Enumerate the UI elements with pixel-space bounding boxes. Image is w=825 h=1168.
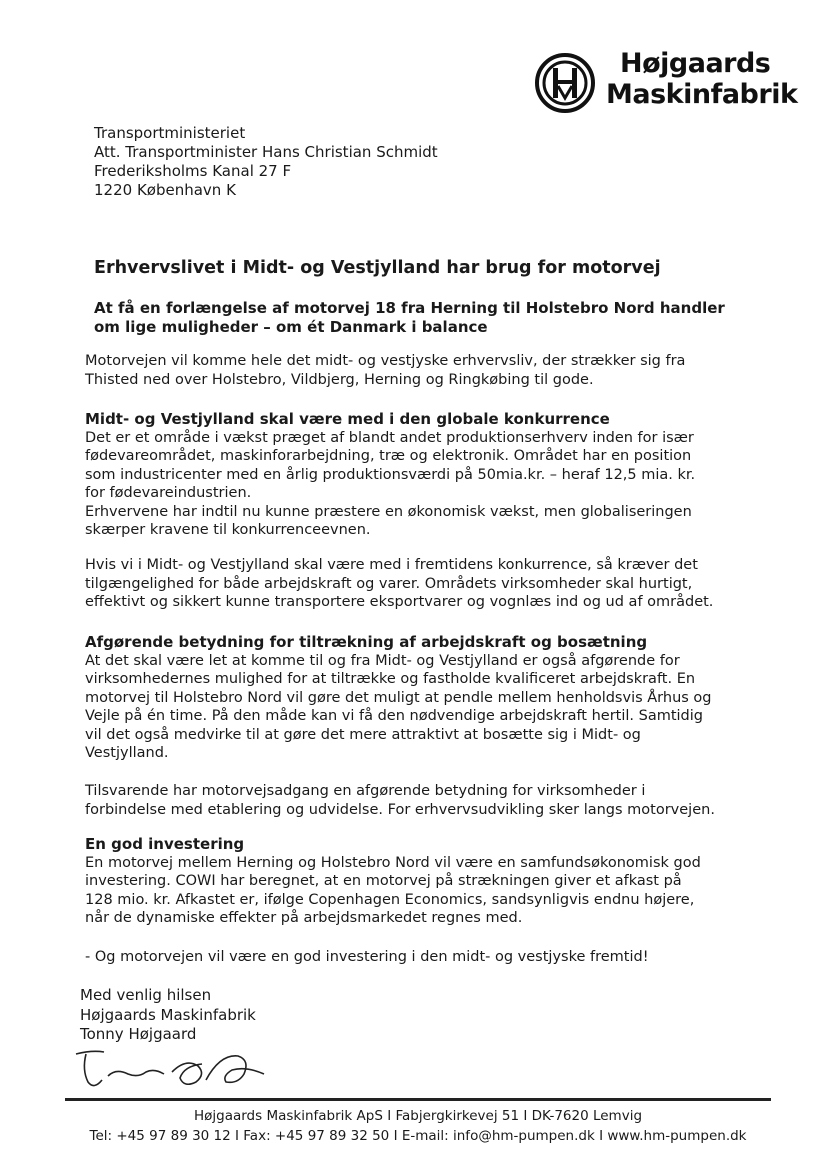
text-line: virksomhedernes mulighed for at tiltrække og fastholde kvalificeret arbejdskraft. En <box>85 671 696 687</box>
footer-divider <box>65 1098 771 1101</box>
section-heading: En god investering <box>85 835 245 853</box>
address-line: Transportministeriet <box>94 124 246 142</box>
company-name-line2: Maskinfabrik <box>606 79 798 110</box>
company-name <box>606 48 797 110</box>
text-line: motorvej til Holstebro Nord vil gøre det muligt at pendle mellem henholdsvis Århus og <box>85 689 712 706</box>
text-line: Tilsvarende har motorvejsadgang en afgørende betydning for virksomheder i <box>85 783 646 799</box>
company-logo <box>534 48 798 118</box>
text-line: Thisted ned over Holstebro, Vildbjerg, Herning og Ringkøbing til gode. <box>85 371 594 388</box>
section-global-competition <box>85 410 695 540</box>
text-line: 128 mio. kr. Afkastet er, ifølge Copenhagen Economics, sandsynligvis endnu højere, <box>85 891 695 908</box>
letter-subtitle <box>94 299 754 337</box>
text-line: når de dynamiske effekter på arbejdsmarkedet regnes med. <box>85 910 523 926</box>
text-line: At det skal være let at komme til og fra Midt- og Vestjylland er også afgørende for <box>85 652 680 669</box>
text-line: Vejle på én time. På den måde kan vi få den nødvendige arbejdskraft hertil. Samtidig <box>85 708 703 724</box>
text-line: Motorvejen vil komme hele det midt- og vestjyske erhvervsliv, der strækker sig fra <box>85 353 686 369</box>
text-line: investering. COWI har beregnet, at en motorvej på strækningen giver et afkast på <box>85 873 682 889</box>
subtitle-line: om lige muligheder – om ét Danmark i balance <box>94 318 488 336</box>
closing-line: Med venlig hilsen <box>80 986 212 1004</box>
text-line: Det er et område i vækst præget af blandt andet produktionserhverv inden for især <box>85 429 694 446</box>
footer-contact: Tel: +45 97 89 30 12 I Fax: +45 97 89 32 50 I E-mail: info@hm-pumpen.dk I www.hm-pumpen.dk <box>89 1128 747 1144</box>
closing-line: Højgaards Maskinfabrik <box>80 1005 256 1024</box>
text-line: Erhvervene har indtil nu kunne præstere en økonomisk vækst, men globaliseringen <box>85 503 692 520</box>
address-line: Frederiksholms Kanal 27 F <box>94 162 292 180</box>
section-labour-attraction <box>85 633 712 763</box>
footer <box>65 1106 771 1146</box>
text-line: Hvis vi i Midt- og Vestjylland skal være med i fremtidens konkurrence, så kræver det <box>85 557 698 573</box>
section-heading: Midt- og Vestjylland skal være med i den globale konkurrence <box>85 410 610 428</box>
company-name-line1: Højgaards <box>620 48 771 79</box>
text-line: Vestjylland. <box>85 745 169 761</box>
text-line: forbindelse med etablering og udvidelse. For erhvervsudvikling sker langs motorvejen. <box>85 801 715 818</box>
handwritten-signature <box>72 1040 272 1100</box>
text-line: En motorvej mellem Herning og Holstebro Nord vil være en samfundsøkonomisk god <box>85 854 701 871</box>
closing-block <box>80 986 256 1045</box>
text-line: for fødevareindustrien. <box>85 485 252 501</box>
text-line: vil det også medvirke til at gøre det mere attraktivt at bosætte sig i Midt- og <box>85 726 641 743</box>
section-labour-attraction-paragraph <box>85 782 715 819</box>
address-line: Att. Transportminister Hans Christian Schmidt <box>94 143 438 161</box>
closing-line: Tonny Højgaard <box>80 1025 197 1043</box>
subtitle-line: At få en forlængelse af motorvej 18 fra Herning til Holstebro Nord handler <box>94 299 725 317</box>
closing-statement <box>85 948 649 967</box>
text-line: skærper kravene til konkurrenceevnen. <box>85 522 371 538</box>
letter-title: Erhvervslivet i Midt- og Vestjylland har brug for motorvej <box>94 258 661 278</box>
hm-logo-icon <box>534 52 596 114</box>
recipient-address <box>94 124 438 200</box>
text-line: effektivt og sikkert kunne transportere eksportvarer og vognlæs ind og ud af området. <box>85 594 714 610</box>
section-good-investment <box>85 835 701 928</box>
section-heading: Afgørende betydning for tiltrækning af arbejdskraft og bosætning <box>85 633 648 651</box>
intro-paragraph <box>85 352 685 389</box>
text-line: som industricenter med en årlig produktionsværdi på 50mia.kr. – heraf 12,5 mia. kr. <box>85 466 696 483</box>
text-line: - Og motorvejen vil være en god investering i den midt- og vestjyske fremtid! <box>85 949 649 965</box>
section-global-competition-paragraph <box>85 556 713 612</box>
text-line: tilgængelighed for både arbejdskraft og varer. Områdets virksomheder skal hurtigt, <box>85 575 693 592</box>
text-line: fødevareområdet, maskinforarbejdning, træ og elektronik. Området har en position <box>85 448 692 464</box>
address-line: 1220 København K <box>94 181 236 199</box>
footer-address: Højgaards Maskinfabrik ApS I Fabjergkirkevej 51 I DK-7620 Lemvig <box>193 1108 643 1124</box>
